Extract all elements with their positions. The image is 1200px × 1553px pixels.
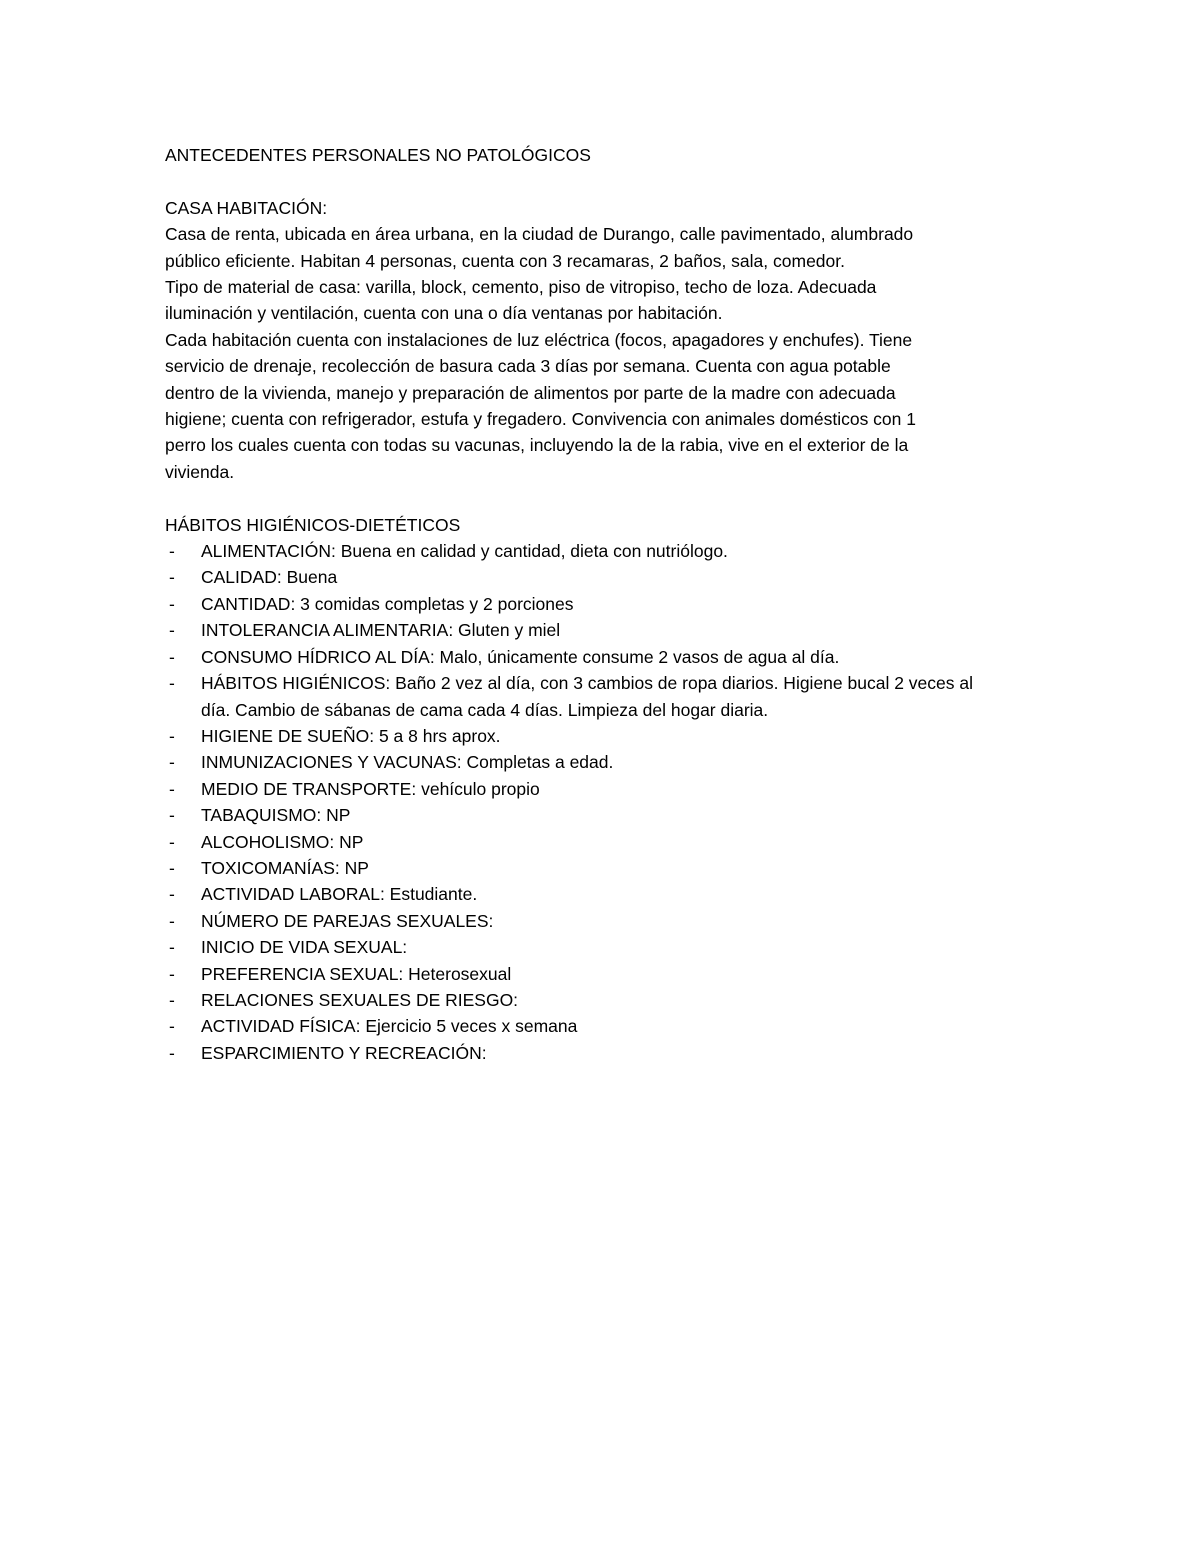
paragraph-line: vivienda.: [165, 461, 235, 482]
paragraph-line: Tipo de material de casa: varilla, block, cemento, piso de vitropiso, techo de loza. Adecuada: [165, 277, 877, 298]
list-item: [165, 829, 1045, 855]
paragraph-line: Cada habitación cuenta con instalaciones de luz eléctrica (focos, apagadores y enchufes). Tiene: [165, 329, 913, 350]
list-item-text: CALIDAD: Buena: [201, 567, 338, 588]
list-item: [165, 776, 1045, 802]
list-dash: -: [169, 831, 175, 852]
list-dash: -: [169, 673, 175, 694]
list-item-text: ACTIVIDAD FÍSICA: Ejercicio 5 veces x semana: [201, 1016, 578, 1037]
list-item: [165, 538, 1045, 564]
list-dash: -: [169, 778, 175, 799]
list-dash: -: [169, 593, 175, 614]
habits-list: [165, 538, 1045, 1066]
paragraph-line: público eficiente. Habitan 4 personas, cuenta con 3 recamaras, 2 baños, sala, comedor.: [165, 250, 845, 271]
paragraph-line: servicio de drenaje, recolección de basura cada 3 días por semana. Cuenta con agua potable: [165, 356, 891, 377]
paragraph-line: perro los cuales cuenta con todas su vacunas, incluyendo la de la rabia, vive en el exterior de la: [165, 435, 909, 456]
list-item-text: HIGIENE DE SUEÑO: 5 a 8 hrs aprox.: [201, 725, 501, 746]
list-dash: -: [169, 1042, 175, 1063]
paragraph-line: higiene; cuenta con refrigerador, estufa y fregadero. Convivencia con animales domésticos con 1: [165, 409, 916, 430]
section-heading-habitos: HÁBITOS HIGIÉNICOS-DIETÉTICOS: [165, 514, 461, 535]
blank-line: [165, 168, 1045, 194]
section-heading-casa-habitacion: CASA HABITACIÓN:: [165, 197, 328, 218]
list-item-text: INICIO DE VIDA SEXUAL:: [201, 937, 408, 958]
list-item-text: CANTIDAD: 3 comidas completas y 2 porciones: [201, 593, 574, 614]
list-dash: -: [169, 725, 175, 746]
list-item: [165, 961, 1045, 987]
document-title: ANTECEDENTES PERSONALES NO PATOLÓGICOS: [165, 145, 591, 165]
list-item-text: ALIMENTACIÓN: Buena en calidad y cantidad, dieta con nutriólogo.: [201, 541, 728, 562]
list-dash: -: [169, 963, 175, 984]
list-item-text: MEDIO DE TRANSPORTE: vehículo propio: [201, 778, 540, 799]
list-item-text: día. Cambio de sábanas de cama cada 4 días. Limpieza del hogar diaria.: [201, 699, 769, 720]
list-item: [165, 987, 1045, 1013]
document-body: [165, 142, 1045, 1066]
list-dash: -: [169, 646, 175, 667]
list-item: [165, 749, 1045, 775]
list-dash: -: [169, 910, 175, 931]
paragraph-line: iluminación y ventilación, cuenta con una o día ventanas por habitación.: [165, 303, 723, 324]
list-dash: -: [169, 620, 175, 641]
list-item-text: PREFERENCIA SEXUAL: Heterosexual: [201, 963, 512, 984]
list-item: [165, 670, 1045, 723]
list-item-text: ALCOHOLISMO: NP: [201, 831, 364, 852]
list-dash: -: [169, 857, 175, 878]
list-item-text: INTOLERANCIA ALIMENTARIA: Gluten y miel: [201, 620, 561, 641]
list-item: [165, 1040, 1045, 1066]
blank-line: [165, 485, 1045, 511]
list-item-text: ESPARCIMIENTO Y RECREACIÓN:: [201, 1042, 487, 1063]
list-item: [165, 908, 1045, 934]
list-dash: -: [169, 805, 175, 826]
list-item-text: ACTIVIDAD LABORAL: Estudiante.: [201, 884, 478, 905]
paragraph-line: dentro de la vivienda, manejo y preparación de alimentos por parte de la madre con adecuada: [165, 382, 896, 403]
list-dash: -: [169, 989, 175, 1010]
list-dash: -: [169, 937, 175, 958]
list-item-text: TABAQUISMO: NP: [201, 805, 351, 826]
list-dash: -: [169, 567, 175, 588]
list-item-text: NÚMERO DE PAREJAS SEXUALES:: [201, 910, 494, 931]
list-item: [165, 617, 1045, 643]
list-item-text: INMUNIZACIONES Y VACUNAS: Completas a edad.: [201, 752, 614, 773]
list-item-text: TOXICOMANÍAS: NP: [201, 857, 369, 878]
list-item: [165, 802, 1045, 828]
list-item: [165, 1013, 1045, 1039]
list-item-text: HÁBITOS HIGIÉNICOS: Baño 2 vez al día, con 3 cambios de ropa diarios. Higiene bucal 2 veces al: [201, 673, 973, 694]
section-paragraph-casa-habitacion: [165, 221, 1045, 485]
list-dash: -: [169, 1016, 175, 1037]
list-item: [165, 564, 1045, 590]
list-item-text: CONSUMO HÍDRICO AL DÍA: Malo, únicamente consume 2 vasos de agua al día.: [201, 646, 840, 667]
list-dash: -: [169, 752, 175, 773]
list-item: [165, 644, 1045, 670]
list-dash: -: [169, 541, 175, 562]
list-item-text: RELACIONES SEXUALES DE RIESGO:: [201, 989, 519, 1010]
list-item: [165, 723, 1045, 749]
list-item: [165, 591, 1045, 617]
paragraph-line: Casa de renta, ubicada en área urbana, en la ciudad de Durango, calle pavimentado, alumbrado: [165, 224, 914, 245]
list-item: [165, 855, 1045, 881]
list-dash: -: [169, 884, 175, 905]
list-item: [165, 934, 1045, 960]
list-item: [165, 881, 1045, 907]
